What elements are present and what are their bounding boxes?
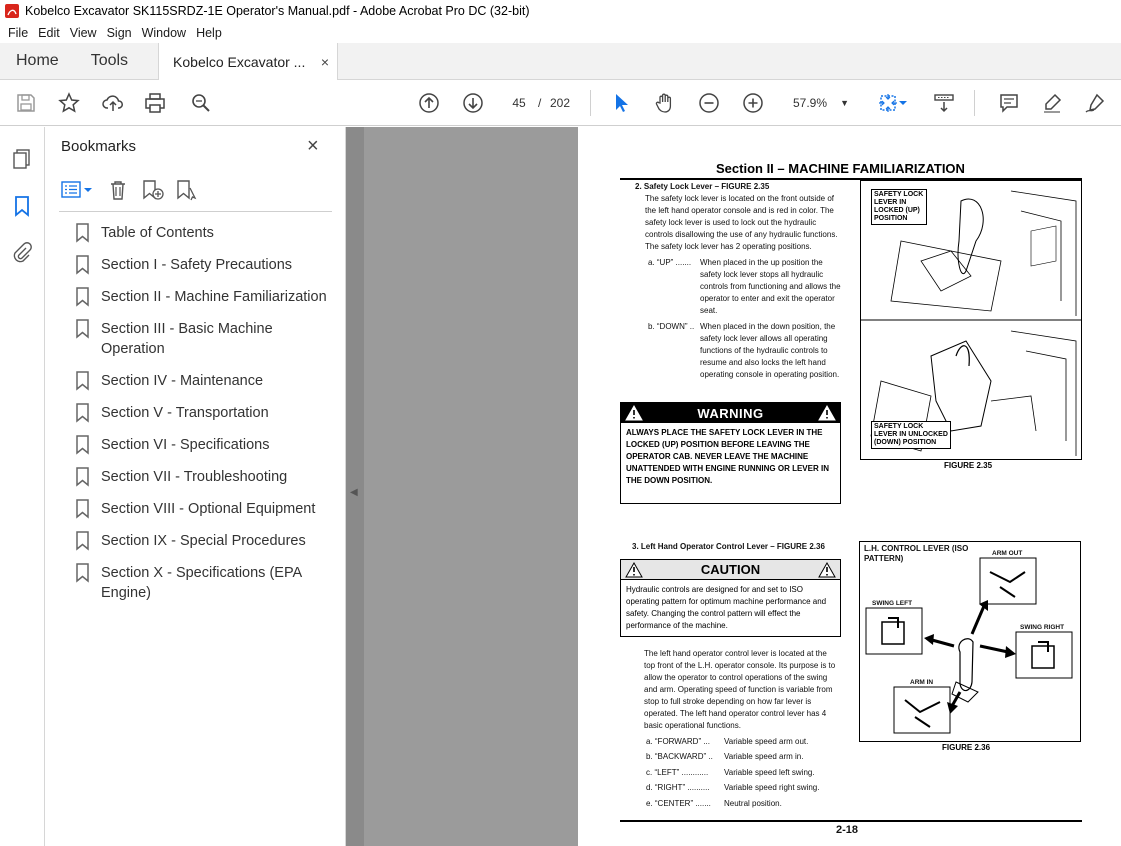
item-backward-label: b. “BACKWARD” .. [646,752,713,761]
bookmark-label: Section VII - Troubleshooting [101,469,288,485]
fig-2-35-label-unlocked: SAFETY LOCK LEVER IN UNLOCKED (DOWN) POSITION [871,421,951,449]
item-up-label: a. “UP” ....... [648,258,692,267]
caution-body: Hydraulic controls are designed for and set to ISO operating pattern for optimum machine performance and safety. Changing the control pattern will effect the performance of the machine. [626,585,827,630]
comment-icon[interactable] [997,91,1021,115]
bookmark-icon [75,499,91,519]
scroll-mode-icon[interactable] [932,91,956,115]
bookmark-icon [75,371,91,391]
bookmark-icon [75,403,91,423]
item-down-text: When placed in the down position, the safety lock lever allows all operating functions of the hydraulic controls to resume and also locks the left hand operating console in operating position. [700,322,840,379]
tab-document[interactable] [158,43,338,81]
bookmarks-divider [59,211,332,212]
bookmarks-title: Bookmarks [61,138,137,155]
page-thumbnails-icon[interactable] [10,147,34,171]
caution-header [621,560,840,580]
page-gutter [364,127,578,846]
page-number: 2-18 [836,824,859,836]
bookmark-options-icon[interactable] [59,179,95,201]
delete-bookmark-icon[interactable] [107,179,129,201]
item-forward-text: Variable speed arm out. [724,737,809,746]
caution-triangle-icon [625,562,643,578]
attachment-icon[interactable] [10,240,34,264]
bookmark-icon [75,255,91,275]
item-right-text: Variable speed right swing. [724,783,820,792]
fig-2-36-arm-in: ARM IN [910,679,934,686]
bookmarks-toolbar [59,177,199,203]
bookmark-item[interactable] [75,403,340,423]
menu-view[interactable]: View [69,25,97,40]
item-center-label: e. “CENTER” ....... [646,799,711,808]
footer-rule [620,820,1082,822]
item-left-label: c. “LEFT” ............ [646,768,709,777]
bookmark-icon[interactable] [10,194,34,218]
previous-page-icon[interactable] [417,91,441,115]
toolbar [0,80,1121,126]
item-right-label: d. “RIGHT” .......... [646,783,710,792]
bookmark-icon [75,531,91,551]
bookmark-icon [75,435,91,455]
navigation-rail [0,127,45,846]
section-2-title: 2. Safety Lock Lever – FIGURE 2.35 [635,182,770,191]
star-icon[interactable] [57,91,81,115]
title-bar [0,0,1121,22]
bookmark-label: Section V - Transportation [101,405,269,421]
warning-triangle-icon [818,405,836,421]
fig-2-36-swing-right: SWING RIGHT [1020,624,1065,631]
bookmark-item[interactable] [75,255,340,275]
caution-title: CAUTION [700,562,761,577]
bookmark-icon [75,319,91,339]
bookmark-label: Table of Contents [101,225,214,241]
bookmark-icon [75,287,91,307]
fig-2-36-title: L.H. CONTROL LEVER (ISO PATTERN) [864,544,969,563]
select-cursor-icon[interactable] [609,91,633,115]
bookmark-label: Section IX - Special Procedures [101,533,306,549]
bookmark-label: Section X - Specifications (EPA Engine) [101,565,302,601]
page-number-input[interactable]: 45 [512,96,526,110]
bookmark-label: Section IV - Maintenance [101,373,264,389]
window-title: Kobelco Excavator SK115SRDZ-1E Operator's Manual.pdf - Adobe Acrobat Pro DC (32-bit) [25,4,530,18]
zoom-level-value: 57.9% [793,96,828,110]
menu-edit[interactable]: Edit [38,25,60,40]
bookmark-list [75,223,340,615]
bookmark-item[interactable] [75,223,340,243]
item-center-text: Neutral position. [724,799,782,808]
fit-page-icon[interactable] [876,91,900,115]
tab-tools[interactable]: Tools [90,52,129,69]
toolbar-divider [974,90,975,116]
section-2-body: The safety lock lever is located on the front outside of the left hand operator console and is red in color. The safety lock lever is used to lock out the hydraulic controls disallowing the use of any hydraulic functions. The safety lock lever has 2 operating positions. [645,194,838,251]
bookmark-item[interactable] [75,531,340,551]
close-tab-icon[interactable]: × [320,54,330,70]
bookmarks-panel [45,127,346,846]
menu-help[interactable]: Help [196,25,222,40]
hand-tool-icon[interactable] [653,91,677,115]
control-lever-diagram [860,542,1080,741]
find-bookmark-icon[interactable] [175,179,199,201]
menu-sign[interactable]: Sign [106,25,132,40]
bookmark-label: Section I - Safety Precautions [101,257,293,273]
bookmark-item[interactable] [75,319,340,359]
fig-2-36-swing-left: SWING LEFT [872,600,913,607]
bookmark-icon [75,223,91,243]
caution-box [620,559,841,637]
close-panel-icon[interactable]: × [307,135,319,157]
page-total: 202 [550,96,571,110]
bookmark-item[interactable] [75,467,340,487]
page-separator: / [538,96,542,110]
pdf-page [578,127,1121,846]
item-up-text: When placed in the up position the safety lock lever stops all hydraulic controls from functioning and allows the operator to enter and exit the operator seat. [700,258,841,315]
tab-document-label: Kobelco Excavator ... [173,54,306,70]
save-icon[interactable] [14,91,38,115]
menu-window[interactable]: Window [141,25,187,40]
figure-2-35 [860,180,1082,460]
zoom-in-icon[interactable] [741,91,765,115]
warning-body: ALWAYS PLACE THE SAFETY LOCK LEVER IN THE LOCKED (UP) POSITION BEFORE LEAVING THE OPERATOR CAB. NEVER LEAVE THE MACHINE UNATTENDED WITH ENGINE RUNNING OR LEVER IN THE DOWN POSITION. [626,428,829,485]
fig-2-35-label-locked: SAFETY LOCK LEVER IN LOCKED (UP) POSITION [871,189,927,225]
zoom-level-select[interactable] [785,93,855,113]
document-viewport[interactable] [346,127,1121,846]
section-3-title: 3. Left Hand Operator Control Lever – FIGURE 2.36 [632,542,825,551]
bookmark-item[interactable] [75,287,340,307]
item-backward-text: Variable speed arm in. [724,752,804,761]
bookmark-label: Section VI - Specifications [101,437,270,453]
bookmark-label: Section II - Machine Familiarization [101,289,327,305]
figure-2-36 [859,541,1081,742]
section-3-body: The left hand operator control lever is located at the top front of the L.H. operator console. Its purpose is to allow the operator to control operations of the swing and arm. Operating speed of function is variable from stop to full stroke depending on how far lever is operated. The left hand operator control lever has 4 basic operational functions. [644,649,836,730]
bookmark-icon [75,467,91,487]
menu-file[interactable]: File [8,25,29,40]
bookmark-item[interactable] [75,563,340,603]
warning-title: WARNING [697,405,764,421]
figure-2-36-caption: FIGURE 2.36 [942,743,991,752]
bookmark-label: Section VIII - Optional Equipment [101,501,316,517]
warning-header [621,403,840,423]
bookmark-item[interactable] [75,499,340,519]
bookmark-item[interactable] [75,435,340,455]
menu-bar [0,22,1121,43]
collapse-panel-icon[interactable]: ◀ [350,487,358,498]
acrobat-app-icon [5,4,19,18]
next-page-icon[interactable] [461,91,485,115]
bookmark-item[interactable] [75,371,340,391]
sign-pen-icon[interactable] [1083,91,1107,115]
tab-home[interactable]: Home [16,52,59,69]
warning-box [620,402,841,504]
figure-2-35-caption: FIGURE 2.35 [944,461,993,470]
print-icon[interactable] [143,91,167,115]
page-heading: Section II – MACHINE FAMILIARIZATION [716,161,965,176]
caution-triangle-icon [818,562,836,578]
item-left-text: Variable speed left swing. [724,768,815,777]
item-down-label: b. “DOWN” .. [648,322,695,331]
tab-bar [0,43,1121,80]
upload-cloud-icon[interactable] [101,91,125,115]
fig-2-36-arm-out: ARM OUT [992,550,1023,557]
fit-page-chevron-icon[interactable] [898,91,908,115]
bookmark-label: Section III - Basic Machine Operation [101,321,273,357]
toolbar-divider [590,90,591,116]
warning-triangle-icon [625,405,643,421]
new-bookmark-icon[interactable] [141,179,165,201]
zoom-search-icon[interactable] [189,91,213,115]
chevron-down-icon: ▼ [840,98,849,108]
highlight-pen-icon[interactable] [1040,91,1064,115]
bookmark-icon [75,563,91,583]
zoom-out-icon[interactable] [697,91,721,115]
item-forward-label: a. “FORWARD” ... [646,737,710,746]
